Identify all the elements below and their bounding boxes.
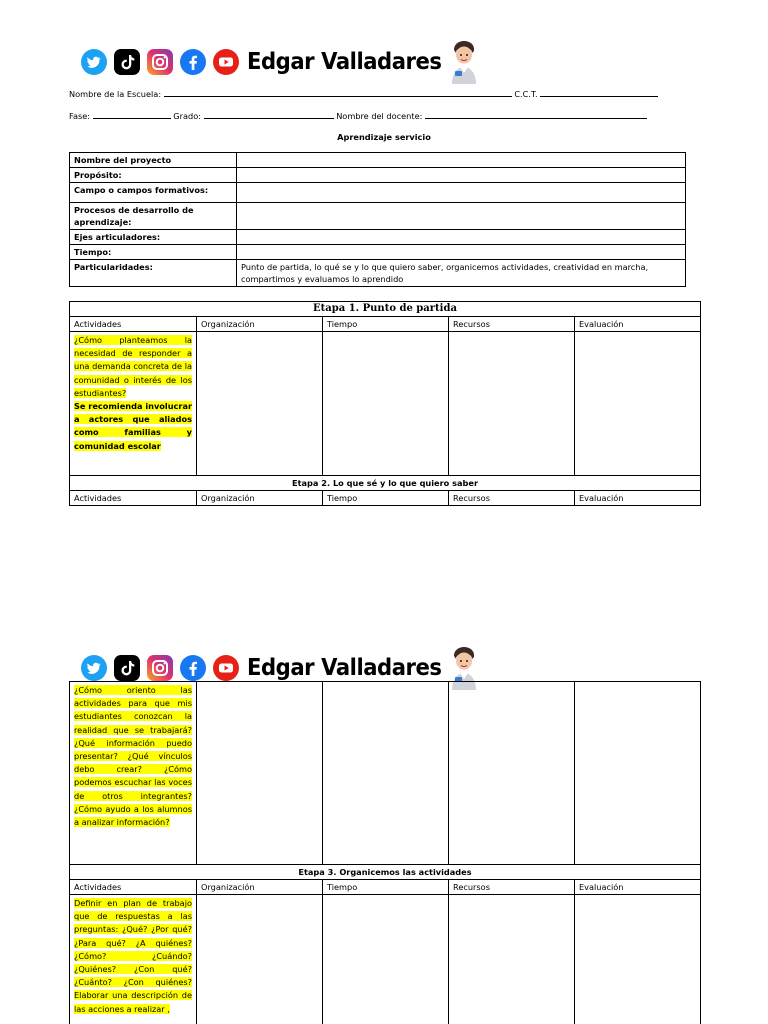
- stage-1-evaluation-cell[interactable]: [575, 332, 701, 476]
- fase-field[interactable]: [93, 111, 171, 119]
- column-header-evaluacion: Evaluación: [575, 317, 701, 332]
- grado-label: Grado:: [173, 111, 201, 121]
- cct-label: C.C.T.: [514, 89, 538, 99]
- stage-2-evaluation-cell[interactable]: [575, 682, 701, 865]
- column-header-tiempo: Tiempo: [323, 880, 449, 895]
- stage-1-recommendation-text: Se recomienda involucrar a actores que aliados como familias y comunidad escolar: [74, 401, 193, 451]
- purpose-label: Propósito:: [70, 168, 237, 183]
- stage-1-resources-cell[interactable]: [449, 332, 575, 476]
- brand-name: Edgar Valladares: [247, 49, 442, 75]
- table-row: [70, 230, 686, 245]
- stage-2-organization-cell[interactable]: [197, 682, 323, 865]
- stage-3-plan-text: Definir en plan de trabajo que de respuestas a las preguntas: ¿Qué? ¿Por qué? ¿Para qué? ¿A quiénes? ¿Cómo? ¿Cuándo? ¿Quiénes? ¿Con qué? ¿Cuánto? ¿Con quiénes? Elaborar una descripción de las acciones a realizar ,: [74, 898, 192, 1014]
- fields-field[interactable]: [237, 183, 686, 203]
- column-header-recursos: Recursos: [449, 880, 575, 895]
- processes-field[interactable]: [237, 203, 686, 230]
- table-row: [70, 682, 701, 865]
- stage-1-time-cell[interactable]: [323, 332, 449, 476]
- brand-header: [80, 42, 482, 82]
- column-header-organizacion: Organización: [197, 880, 323, 895]
- processes-label: Procesos de desarrollo de aprendizaje:: [70, 203, 237, 230]
- time-field[interactable]: [237, 245, 686, 260]
- column-header-actividades: Actividades: [70, 317, 197, 332]
- table-row: [70, 476, 701, 491]
- column-header-actividades: Actividades: [70, 491, 197, 506]
- column-header-actividades: Actividades: [70, 880, 197, 895]
- stage-1-title: Etapa 1. Punto de partida: [70, 302, 701, 317]
- stage-1-activities-cell: [70, 332, 197, 476]
- table-header-row: [70, 880, 701, 895]
- particularities-value: Punto de partida, lo qué se y lo que quiero saber, organicemos actividades, creatividad en marcha, compartimos y evaluamos lo aprendido: [237, 260, 686, 287]
- facebook-icon[interactable]: [179, 654, 207, 682]
- particularities-label: Particularidades:: [70, 260, 237, 287]
- purpose-field[interactable]: [237, 168, 686, 183]
- page-gap: [0, 560, 768, 622]
- project-info-table: [69, 152, 686, 287]
- stage-2-3-table: [69, 681, 701, 1024]
- column-header-organizacion: Organización: [197, 317, 323, 332]
- project-name-label: Nombre del proyecto: [70, 153, 237, 168]
- table-row: [70, 168, 686, 183]
- table-header-row: [70, 491, 701, 506]
- time-label: Tiempo:: [70, 245, 237, 260]
- stage-1-table: [69, 301, 701, 506]
- stage-3-time-cell[interactable]: [323, 895, 449, 1024]
- stage-2-resources-cell[interactable]: [449, 682, 575, 865]
- docente-field[interactable]: [425, 111, 647, 119]
- column-header-evaluacion: Evaluación: [575, 491, 701, 506]
- fase-label: Fase:: [69, 111, 91, 121]
- column-header-recursos: Recursos: [449, 317, 575, 332]
- instagram-icon[interactable]: [146, 654, 174, 682]
- twitter-icon[interactable]: [80, 654, 108, 682]
- tiktok-icon[interactable]: [113, 654, 141, 682]
- column-header-tiempo: Tiempo: [323, 317, 449, 332]
- table-row: [70, 153, 686, 168]
- table-row: [70, 183, 686, 203]
- stage-3-activities-cell: [70, 895, 197, 1024]
- stage-2-title: Etapa 2. Lo que sé y lo que quiero saber: [70, 476, 701, 491]
- table-row: [70, 260, 686, 287]
- table-row: [70, 895, 701, 1024]
- document-page-2: [0, 622, 768, 1024]
- twitter-icon[interactable]: [80, 48, 108, 76]
- docente-label: Nombre del docente:: [336, 111, 423, 121]
- stage-2-questions-text: ¿Cómo oriento las actividades para que mis estudiantes conozcan la realidad que se trabajará? ¿Qué información puedo presentar? ¿Qué vínculos debo crear? ¿Cómo podemos escuchar las voces de otros integrantes? ¿Cómo ayudo a los alumnos a analizar información?: [74, 685, 192, 828]
- school-name-label: Nombre de la Escuela:: [69, 89, 162, 99]
- table-row: [70, 302, 701, 317]
- stage-2-activities-cell: [70, 682, 197, 865]
- stage-3-resources-cell[interactable]: [449, 895, 575, 1024]
- table-row: [70, 865, 701, 880]
- fase-grado-docente-row: [69, 111, 647, 121]
- stage-3-evaluation-cell[interactable]: [575, 895, 701, 1024]
- fields-label: Campo o campos formativos:: [70, 183, 237, 203]
- table-row: [70, 332, 701, 476]
- axes-field[interactable]: [237, 230, 686, 245]
- stage-3-title: Etapa 3. Organicemos las actividades: [70, 865, 701, 880]
- instagram-icon[interactable]: [146, 48, 174, 76]
- project-name-field[interactable]: [237, 153, 686, 168]
- document-title: Aprendizaje servicio: [337, 132, 431, 142]
- cct-field[interactable]: [540, 89, 658, 97]
- table-row: [70, 245, 686, 260]
- column-header-recursos: Recursos: [449, 491, 575, 506]
- stage-3-organization-cell[interactable]: [197, 895, 323, 1024]
- axes-label: Ejes articuladores:: [70, 230, 237, 245]
- stage-1-organization-cell[interactable]: [197, 332, 323, 476]
- brand-name: Edgar Valladares: [247, 655, 442, 681]
- grado-field[interactable]: [204, 111, 334, 119]
- table-header-row: [70, 317, 701, 332]
- school-name-field[interactable]: [164, 89, 512, 97]
- school-name-row: [69, 89, 658, 99]
- avatar-illustration: [446, 40, 482, 84]
- column-header-organizacion: Organización: [197, 491, 323, 506]
- column-header-evaluacion: Evaluación: [575, 880, 701, 895]
- stage-2-time-cell[interactable]: [323, 682, 449, 865]
- table-row: [70, 203, 686, 230]
- youtube-icon[interactable]: [212, 48, 240, 76]
- stage-1-question-text: ¿Cómo planteamos la necesidad de responder a una demanda concreta de la comunidad o interés de los estudiantes?: [74, 335, 192, 398]
- column-header-tiempo: Tiempo: [323, 491, 449, 506]
- tiktok-icon[interactable]: [113, 48, 141, 76]
- facebook-icon[interactable]: [179, 48, 207, 76]
- youtube-icon[interactable]: [212, 654, 240, 682]
